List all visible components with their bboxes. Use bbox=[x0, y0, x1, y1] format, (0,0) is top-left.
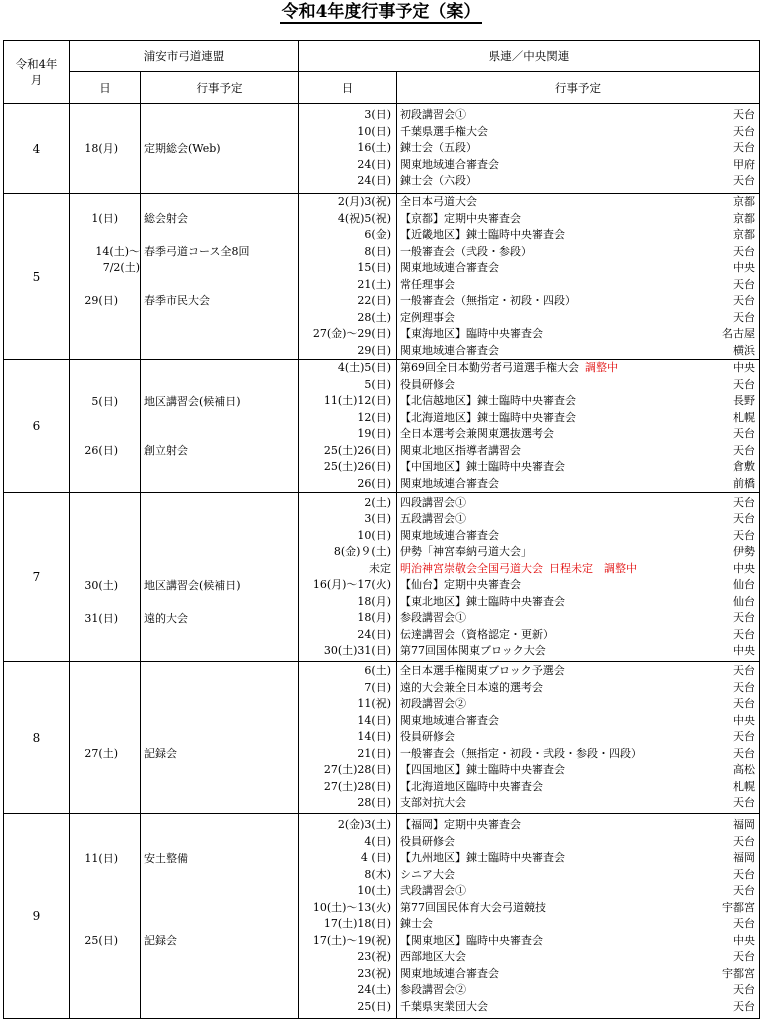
pref-location: 甲府 bbox=[733, 157, 755, 171]
pref-location: 中央 bbox=[733, 933, 755, 947]
pref-item bbox=[397, 476, 759, 493]
pref-item bbox=[397, 244, 759, 261]
local-event: 地区講習会(候補日) bbox=[144, 394, 241, 408]
pref-location: 天台 bbox=[733, 950, 755, 963]
pref-location: 天台 bbox=[733, 697, 755, 711]
pref-date: 28(日) bbox=[357, 796, 391, 810]
pref-date-cell bbox=[299, 662, 397, 814]
pref-location: 天台 bbox=[733, 310, 755, 324]
month-cell: 9 bbox=[4, 814, 70, 1019]
pref-date: 4(土)5(日) bbox=[337, 361, 391, 374]
local-date: 31(日) bbox=[84, 611, 118, 625]
pref-location: 天台 bbox=[733, 999, 755, 1013]
pref-date: 6(金) bbox=[364, 228, 391, 241]
pref-item bbox=[397, 544, 759, 561]
local-date: 18(月) bbox=[84, 141, 118, 155]
pref-item bbox=[397, 834, 759, 851]
pref-note: 日程未定 調整中 bbox=[549, 561, 637, 575]
pref-event: 千葉県実業団大会 bbox=[400, 999, 488, 1013]
pref-date: 26(日) bbox=[357, 476, 391, 490]
table-row bbox=[4, 814, 760, 1019]
pref-date: 28(土) bbox=[357, 310, 391, 324]
pref-item bbox=[397, 426, 759, 443]
pref-event: 全日本選手権関東ブロック予選会 bbox=[400, 664, 565, 678]
local-event-cell bbox=[141, 360, 299, 493]
pref-date: 23(祝) bbox=[357, 966, 391, 980]
pref-item bbox=[397, 211, 759, 228]
pref-date: 10(土)～13(火) bbox=[312, 900, 391, 914]
pref-item bbox=[397, 561, 759, 578]
pref-event: 伊勢「神宮奉納弓道大会」 bbox=[400, 545, 532, 558]
pref-event: 明治神宮崇敬会全国弓道大会 bbox=[400, 561, 543, 575]
local-event: 定期総会(Web) bbox=[144, 141, 221, 155]
pref-item bbox=[397, 817, 759, 834]
pref-event: 遠的大会兼全日本遠的選考会 bbox=[400, 680, 543, 694]
pref-location: 天台 bbox=[733, 495, 755, 509]
pref-date: 27(金)～29(日) bbox=[312, 327, 391, 340]
pref-event: 【関東地区】臨時中央審査会 bbox=[400, 933, 543, 947]
pref-item bbox=[397, 680, 759, 697]
pref-event-cell bbox=[397, 360, 760, 493]
pref-event: 関東地域連合審査会 bbox=[400, 528, 499, 542]
pref-event: 参段講習会② bbox=[400, 983, 466, 996]
pref-date: 10(日) bbox=[357, 528, 391, 542]
pref-event: 【九州地区】錬士臨時中央審査会 bbox=[400, 851, 565, 864]
local-event-cell bbox=[141, 814, 299, 1019]
pref-location: 天台 bbox=[733, 884, 755, 897]
local-date: 25(日) bbox=[84, 934, 118, 947]
local-event: 地区講習会(候補日) bbox=[144, 578, 241, 592]
pref-location: 高松 bbox=[733, 763, 755, 777]
table-header bbox=[4, 41, 760, 104]
pref-item bbox=[397, 779, 759, 796]
page-title-text: 令和4年度行事予定（案） bbox=[281, 2, 481, 22]
pref-event: 錬士会（六段） bbox=[400, 174, 477, 188]
pref-date: 14(日) bbox=[357, 730, 391, 744]
pref-item bbox=[397, 528, 759, 545]
pref-event: 【東北地区】錬士臨時中央審査会 bbox=[400, 594, 565, 608]
pref-date: 3(日) bbox=[364, 108, 391, 122]
pref-date: 16(月)～17(火) bbox=[312, 578, 391, 591]
pref-event-header: 行事予定 bbox=[397, 72, 760, 104]
pref-item bbox=[397, 663, 759, 680]
pref-location: 札幌 bbox=[733, 779, 755, 793]
pref-date: 25(日) bbox=[357, 999, 391, 1013]
pref-location: 天台 bbox=[733, 244, 755, 258]
pref-item bbox=[397, 729, 759, 746]
pref-date: 17(土)18(日) bbox=[323, 917, 391, 930]
pref-date: 17(土)～19(祝) bbox=[312, 933, 391, 947]
pref-location: 長野 bbox=[733, 394, 755, 407]
pref-event: 【北信越地区】錬士臨時中央審査会 bbox=[400, 394, 576, 407]
pref-item bbox=[397, 883, 759, 900]
pref-event-cell bbox=[397, 104, 760, 194]
pref-location: 横浜 bbox=[733, 343, 755, 357]
local-date-cell bbox=[70, 493, 141, 662]
pref-event: 関東地域連合審査会 bbox=[400, 966, 499, 980]
pref-item bbox=[397, 577, 759, 594]
pref-event: 常任理事会 bbox=[400, 277, 455, 291]
pref-location: 天台 bbox=[733, 664, 755, 678]
table-row bbox=[4, 104, 760, 194]
table-row bbox=[4, 194, 760, 360]
table-row bbox=[4, 662, 760, 814]
pref-date: 29(日) bbox=[357, 343, 391, 357]
pref-day-header: 日 bbox=[299, 72, 397, 104]
pref-event: 一般審査会（弐段・参段） bbox=[400, 244, 532, 258]
pref-location: 天台 bbox=[733, 427, 755, 440]
pref-item bbox=[397, 762, 759, 779]
pref-event-cell bbox=[397, 493, 760, 662]
local-event-cell bbox=[141, 662, 299, 814]
pref-location: 天台 bbox=[733, 746, 755, 760]
pref-item bbox=[397, 310, 759, 327]
pref-location: 天台 bbox=[733, 730, 755, 744]
pref-item bbox=[397, 393, 759, 410]
pref-date: 8(日) bbox=[364, 244, 391, 258]
pref-location: 札幌 bbox=[733, 410, 755, 424]
pref-item bbox=[397, 982, 759, 999]
pref-event: 伝達講習会（資格認定・更新） bbox=[400, 627, 554, 641]
pref-location: 宇都宮 bbox=[722, 900, 755, 914]
pref-event: 関東北地区指導者講習会 bbox=[400, 443, 521, 457]
pref-event: 一般審査会（無指定・初段・弐段・参段・四段） bbox=[400, 746, 642, 760]
pref-note: 調整中 bbox=[585, 361, 618, 374]
pref-event: 西部地区大会 bbox=[400, 950, 466, 963]
pref-event-cell bbox=[397, 194, 760, 360]
pref-event: 初段講習会② bbox=[400, 697, 466, 711]
pref-item bbox=[397, 746, 759, 763]
pref-date-cell bbox=[299, 814, 397, 1019]
pref-location: 福岡 bbox=[733, 851, 755, 864]
pref-date: 未定 bbox=[369, 561, 391, 575]
pref-item bbox=[397, 443, 759, 460]
local-date-cell bbox=[70, 194, 141, 360]
table-body bbox=[4, 104, 760, 1019]
pref-event: 【近畿地区】錬士臨時中央審査会 bbox=[400, 228, 565, 241]
local-date: 26(日) bbox=[84, 444, 118, 457]
pref-location: 天台 bbox=[733, 294, 755, 307]
pref-event: 役員研修会 bbox=[400, 834, 455, 848]
pref-item bbox=[397, 157, 759, 174]
pref-date: 24(日) bbox=[357, 627, 391, 641]
pref-location: 中央 bbox=[733, 644, 755, 657]
pref-event: 全日本選考会兼関東選抜選考会 bbox=[400, 427, 554, 440]
pref-date: 22(日) bbox=[357, 294, 391, 307]
pref-item bbox=[397, 377, 759, 394]
pref-event: 【京都】定期中央審査会 bbox=[400, 211, 521, 225]
pref-date: 4(祝)5(祝) bbox=[337, 211, 391, 225]
local-event: 春季弓道コース全8回 bbox=[144, 244, 250, 258]
pref-event: 千葉県選手権大会 bbox=[400, 124, 488, 138]
schedule-table bbox=[3, 40, 760, 1019]
pref-date: 21(土) bbox=[357, 277, 391, 291]
pref-date: 24(土) bbox=[357, 983, 391, 996]
pref-event: 関東地域連合審査会 bbox=[400, 713, 499, 727]
pref-event: 【北海道地区臨時中央審査会 bbox=[400, 779, 543, 793]
pref-location: 天台 bbox=[733, 917, 755, 930]
table-row bbox=[4, 493, 760, 662]
pref-item bbox=[397, 966, 759, 983]
pref-date: 24(日) bbox=[357, 174, 391, 188]
pref-item bbox=[397, 999, 759, 1016]
pref-date: 2(金)3(土) bbox=[337, 818, 391, 831]
pref-item bbox=[397, 495, 759, 512]
pref-location: 京都 bbox=[733, 211, 755, 225]
ken-header: 県連／中央関連 bbox=[299, 41, 760, 72]
pref-location: 天台 bbox=[733, 627, 755, 641]
pref-location: 中央 bbox=[733, 561, 755, 575]
local-event-cell bbox=[141, 493, 299, 662]
local-date-cell bbox=[70, 814, 141, 1019]
pref-event: 【中国地区】錬士臨時中央審査会 bbox=[400, 460, 565, 473]
pref-event: 関東地域連合審査会 bbox=[400, 157, 499, 171]
table-row bbox=[4, 360, 760, 493]
local-event: 総会射会 bbox=[144, 211, 188, 225]
local-date: 30(土) bbox=[84, 578, 118, 592]
pref-item bbox=[397, 343, 759, 360]
pref-event: 全日本弓道大会 bbox=[400, 195, 477, 208]
local-date: 29(日) bbox=[84, 294, 118, 307]
pref-event: 参段講習会① bbox=[400, 611, 466, 624]
month-cell: 5 bbox=[4, 194, 70, 360]
pref-date: 19(日) bbox=[357, 427, 391, 440]
pref-item bbox=[397, 916, 759, 933]
pref-item bbox=[397, 933, 759, 950]
local-date-cell bbox=[70, 662, 141, 814]
pref-item bbox=[397, 850, 759, 867]
local-event: 創立射会 bbox=[144, 444, 188, 457]
pref-event: 定例理事会 bbox=[400, 310, 455, 324]
pref-location: 天台 bbox=[733, 834, 755, 848]
pref-location: 天台 bbox=[733, 611, 755, 624]
pref-date: 3(日) bbox=[364, 512, 391, 525]
pref-location: 倉敷 bbox=[733, 460, 755, 473]
month-cell: 4 bbox=[4, 104, 70, 194]
pref-item bbox=[397, 867, 759, 884]
pref-event: 役員研修会 bbox=[400, 730, 455, 744]
pref-location: 福岡 bbox=[733, 818, 755, 831]
local-event: 記録会 bbox=[144, 747, 177, 761]
pref-date: 7(日) bbox=[364, 680, 391, 694]
pref-event: 【東海地区】臨時中央審査会 bbox=[400, 327, 543, 340]
pref-item bbox=[397, 326, 759, 343]
pref-location: 天台 bbox=[733, 174, 755, 188]
pref-date: 21(日) bbox=[357, 746, 391, 760]
pref-event: 五段講習会① bbox=[400, 512, 466, 525]
pref-event-cell bbox=[397, 814, 760, 1019]
pref-item bbox=[397, 949, 759, 966]
month-cell: 6 bbox=[4, 360, 70, 493]
pref-location: 天台 bbox=[733, 512, 755, 525]
local-event-cell bbox=[141, 194, 299, 360]
local-day-header: 日 bbox=[70, 72, 141, 104]
pref-event: 関東地域連合審査会 bbox=[400, 476, 499, 490]
pref-date: 18(月) bbox=[357, 611, 391, 624]
pref-location: 伊勢 bbox=[733, 545, 755, 558]
pref-item bbox=[397, 173, 759, 190]
local-date: 14(土)～ 7/2(土) bbox=[95, 244, 140, 274]
pref-date: 14(日) bbox=[357, 713, 391, 727]
pref-event: 弐段講習会① bbox=[400, 884, 466, 897]
pref-item bbox=[397, 594, 759, 611]
pref-item bbox=[397, 277, 759, 294]
local-date: 1(日) bbox=[91, 211, 118, 225]
pref-date: 24(日) bbox=[357, 157, 391, 171]
pref-location: 中央 bbox=[733, 713, 755, 727]
pref-event: 【北海道地区】錬士臨時中央審査会 bbox=[400, 410, 576, 424]
pref-location: 天台 bbox=[733, 528, 755, 542]
pref-event: 第77回国民体育大会弓道競技 bbox=[400, 900, 546, 914]
pref-date: 15(日) bbox=[357, 261, 391, 274]
pref-event: 関東地域連合審査会 bbox=[400, 261, 499, 274]
local-event-header: 行事予定 bbox=[141, 72, 299, 104]
pref-item bbox=[397, 900, 759, 917]
pref-event: 関東地域連合審査会 bbox=[400, 343, 499, 357]
pref-event-cell bbox=[397, 662, 760, 814]
pref-item bbox=[397, 713, 759, 730]
pref-date: 4 (日) bbox=[360, 851, 391, 864]
pref-location: 天台 bbox=[733, 443, 755, 457]
pref-event: 一般審査会（無指定・初段・四段） bbox=[400, 294, 576, 307]
pref-location: 中央 bbox=[733, 361, 755, 374]
pref-location: 仙台 bbox=[733, 594, 755, 608]
local-date: 27(土) bbox=[84, 747, 118, 761]
pref-date: 30(土)31(日) bbox=[323, 644, 391, 657]
pref-item bbox=[397, 410, 759, 427]
pref-date: 12(日) bbox=[357, 410, 391, 424]
pref-item bbox=[397, 610, 759, 627]
pref-event: 役員研修会 bbox=[400, 377, 455, 391]
pref-date-cell bbox=[299, 194, 397, 360]
pref-location: 仙台 bbox=[733, 578, 755, 591]
local-event: 遠的大会 bbox=[144, 611, 188, 625]
pref-location: 名古屋 bbox=[722, 327, 755, 340]
pref-date: 8(金)９(土) bbox=[333, 545, 391, 558]
pref-location: 天台 bbox=[733, 277, 755, 291]
pref-item bbox=[397, 696, 759, 713]
pref-date-cell bbox=[299, 360, 397, 493]
pref-date: 25(土)26(日) bbox=[323, 460, 391, 473]
pref-date-cell bbox=[299, 493, 397, 662]
pref-location: 京都 bbox=[733, 195, 755, 208]
pref-item bbox=[397, 293, 759, 310]
pref-location: 天台 bbox=[733, 124, 755, 138]
pref-location: 京都 bbox=[733, 228, 755, 241]
pref-date: 23(祝) bbox=[357, 950, 391, 963]
pref-event: 第69回全日本勤労者弓道選手権大会 bbox=[400, 361, 579, 374]
pref-date: 10(日) bbox=[357, 124, 391, 138]
local-event: 安土整備 bbox=[144, 851, 188, 865]
pref-item bbox=[397, 260, 759, 277]
pref-date: 18(月) bbox=[357, 594, 391, 608]
local-date-cell bbox=[70, 104, 141, 194]
pref-location: 天台 bbox=[733, 141, 755, 155]
pref-location: 中央 bbox=[733, 261, 755, 274]
pref-item bbox=[397, 227, 759, 244]
pref-item bbox=[397, 107, 759, 124]
local-date: 5(日) bbox=[91, 394, 118, 408]
pref-event: 四段講習会① bbox=[400, 495, 466, 509]
pref-item bbox=[397, 459, 759, 476]
pref-item bbox=[397, 140, 759, 157]
pref-date: 2(月)3(祝) bbox=[337, 195, 391, 208]
local-date: 11(日) bbox=[84, 851, 118, 865]
pref-date: 25(土)26(日) bbox=[323, 443, 391, 457]
pref-item bbox=[397, 795, 759, 812]
urayasu-header: 浦安市弓道連盟 bbox=[70, 41, 299, 72]
pref-item bbox=[397, 627, 759, 644]
pref-date: 4(日) bbox=[364, 834, 391, 848]
pref-item bbox=[397, 643, 759, 660]
pref-event: 錬士会 bbox=[400, 917, 433, 930]
pref-location: 天台 bbox=[733, 983, 755, 996]
pref-location: 天台 bbox=[733, 680, 755, 694]
pref-item bbox=[397, 360, 759, 377]
pref-item bbox=[397, 124, 759, 141]
pref-date: 8(木) bbox=[364, 867, 391, 881]
month-cell: 7 bbox=[4, 493, 70, 662]
pref-location: 前橋 bbox=[733, 476, 755, 490]
pref-location: 天台 bbox=[733, 867, 755, 881]
page-title bbox=[0, 2, 762, 22]
local-event: 記録会 bbox=[144, 934, 177, 947]
pref-date: 27(土)28(日) bbox=[323, 763, 391, 777]
pref-event: 錬士会（五段） bbox=[400, 141, 477, 155]
pref-event: 支部対抗大会 bbox=[400, 796, 466, 810]
pref-event: 【四国地区】錬士臨時中央審査会 bbox=[400, 763, 565, 777]
pref-location: 天台 bbox=[733, 108, 755, 122]
pref-item bbox=[397, 194, 759, 211]
pref-event: 【福岡】定期中央審査会 bbox=[400, 818, 521, 831]
pref-date: 2(土) bbox=[364, 495, 391, 509]
month-cell: 8 bbox=[4, 662, 70, 814]
pref-event: 初段講習会① bbox=[400, 108, 466, 122]
local-event-cell bbox=[141, 104, 299, 194]
pref-event: シニア大会 bbox=[400, 867, 455, 881]
pref-item bbox=[397, 511, 759, 528]
pref-date: 6(土) bbox=[364, 664, 391, 678]
pref-location: 天台 bbox=[733, 377, 755, 391]
month-header: 令和4年 月 bbox=[4, 41, 70, 104]
pref-event: 【仙台】定期中央審査会 bbox=[400, 578, 521, 591]
pref-date: 11(土)12(日) bbox=[323, 394, 391, 407]
pref-location: 天台 bbox=[733, 796, 755, 810]
pref-event: 第77回国体関東ブロック大会 bbox=[400, 644, 546, 657]
pref-date: 27(土)28(日) bbox=[323, 779, 391, 793]
pref-date: 5(日) bbox=[364, 377, 391, 391]
pref-date: 11(祝) bbox=[357, 697, 391, 711]
pref-location: 宇都宮 bbox=[722, 966, 755, 980]
pref-date: 10(土) bbox=[357, 884, 391, 897]
pref-date: 16(土) bbox=[357, 141, 391, 155]
local-event: 春季市民大会 bbox=[144, 294, 210, 307]
local-date-cell bbox=[70, 360, 141, 493]
pref-date-cell bbox=[299, 104, 397, 194]
